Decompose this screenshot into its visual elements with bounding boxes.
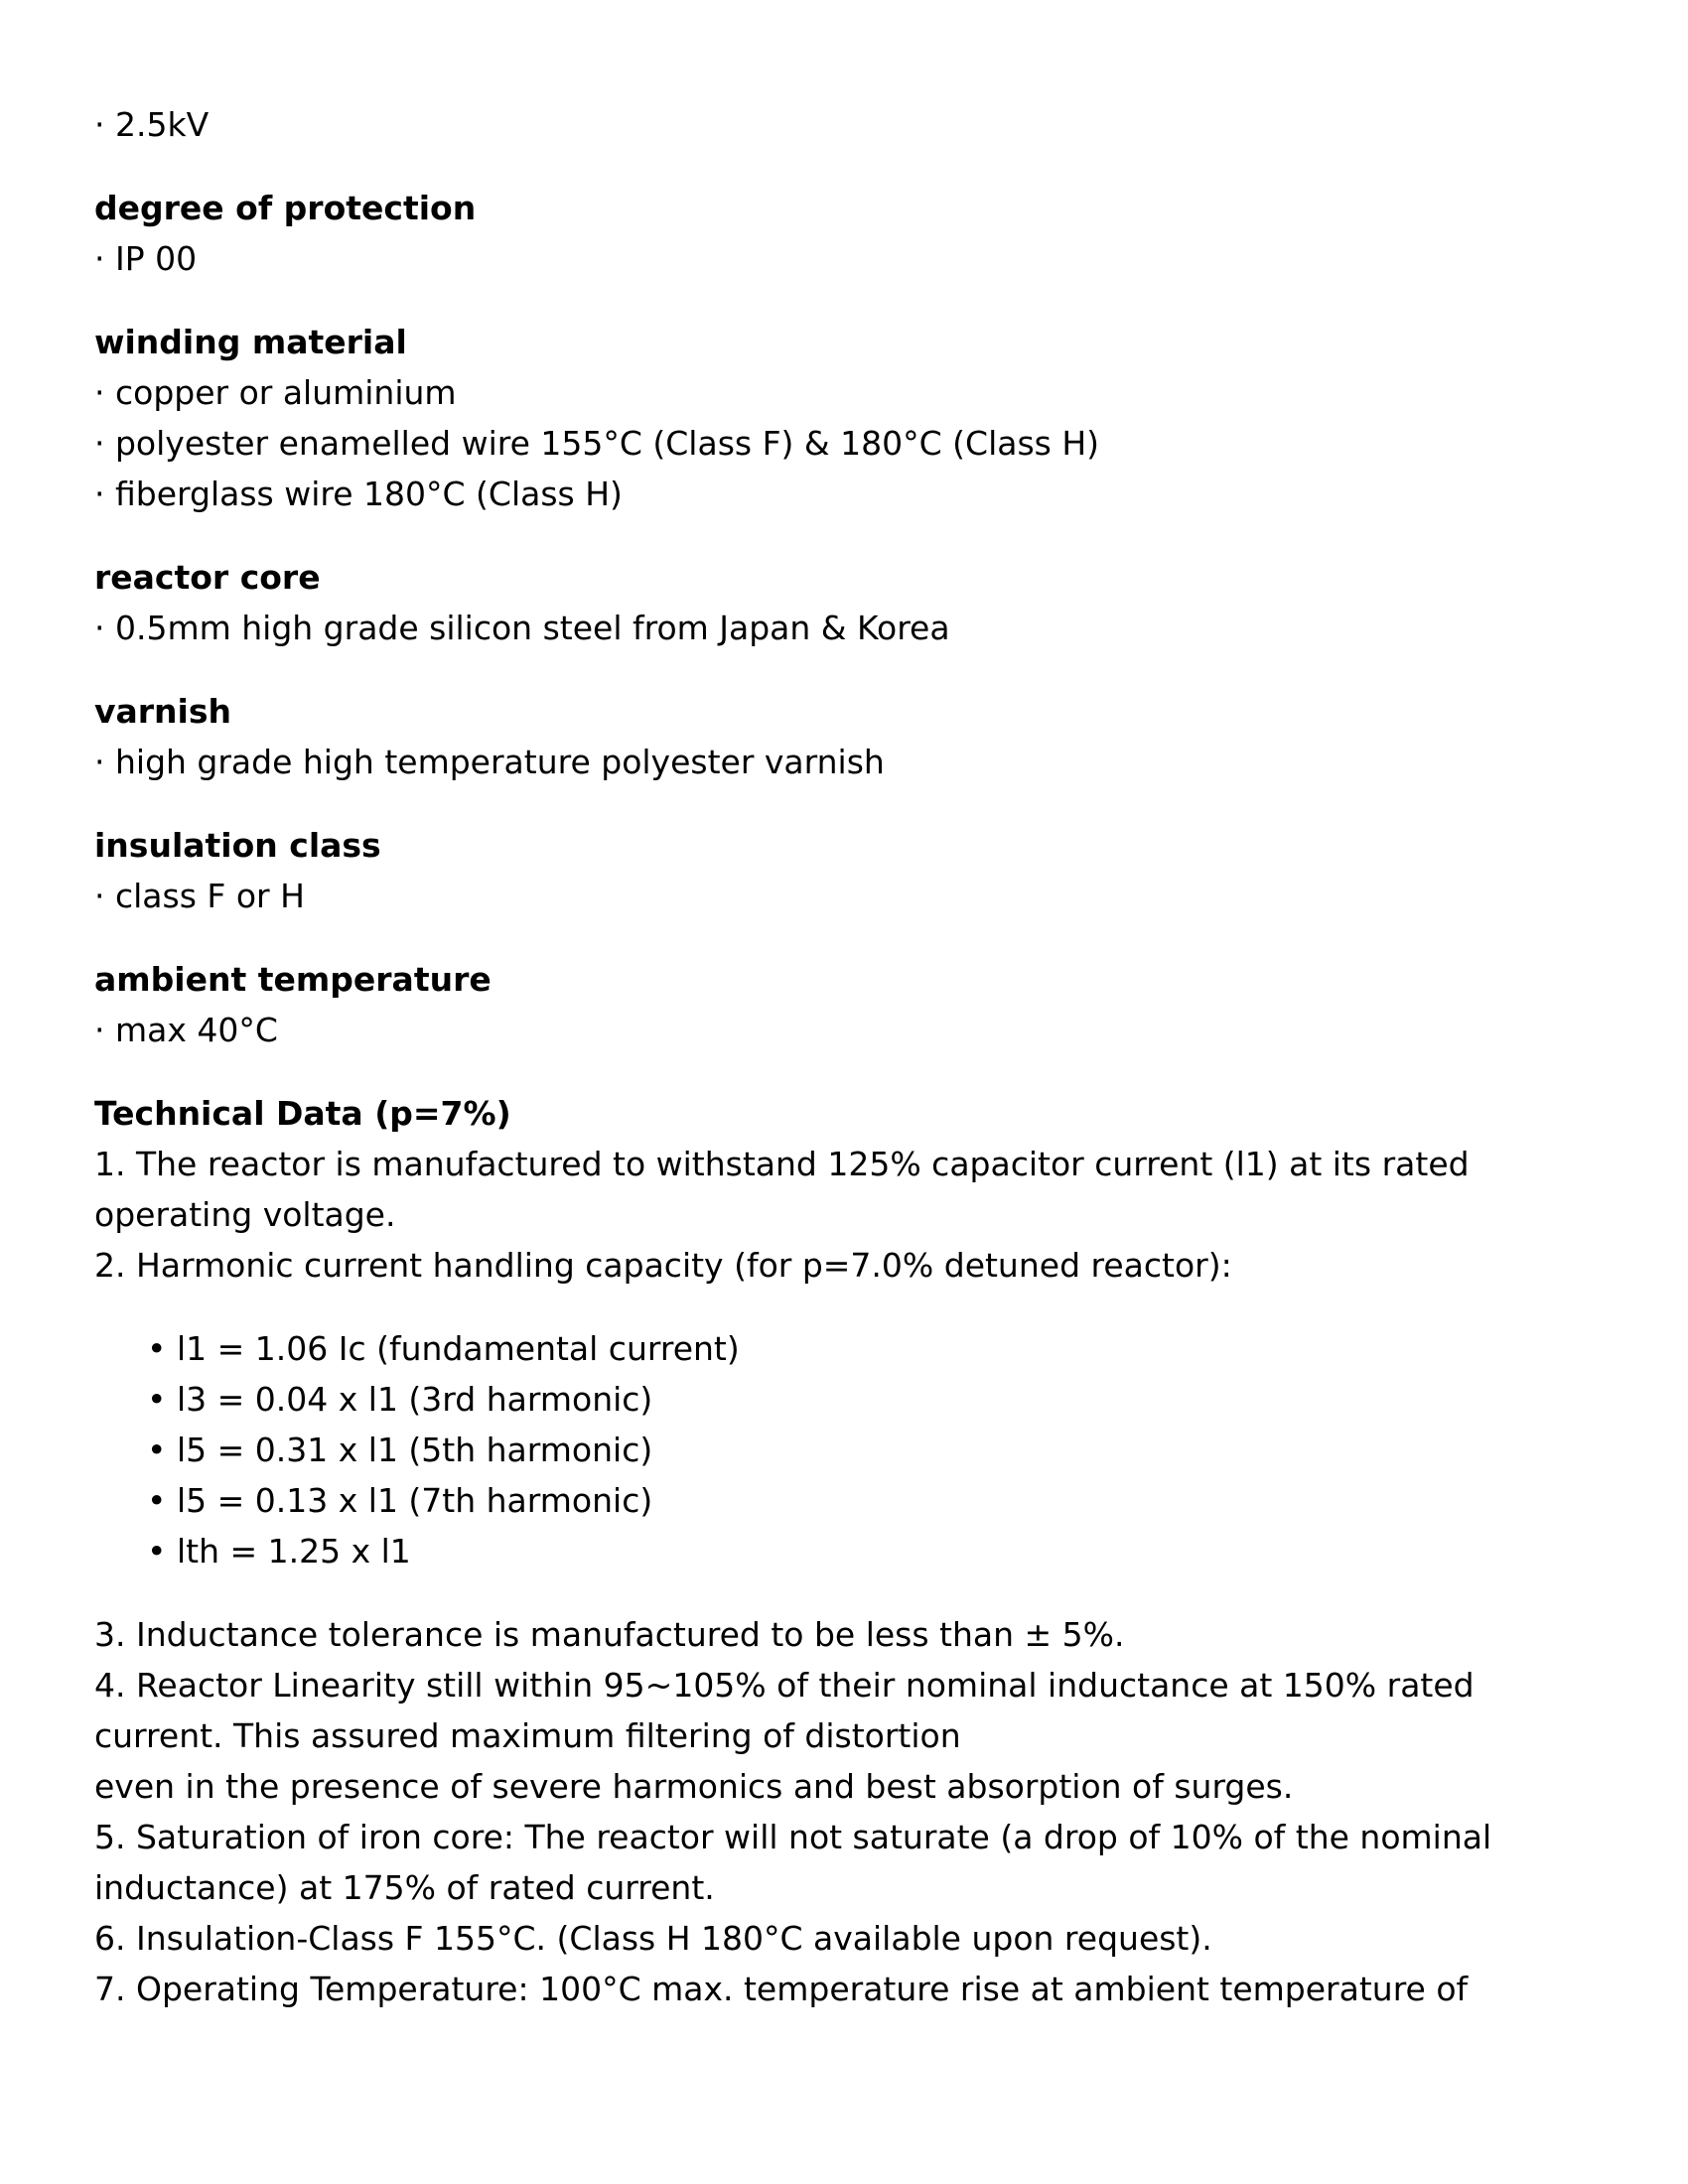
technical-paragraph-2: 2. Harmonic current handling capacity (for p=7.0% detuned reactor):	[94, 1246, 1232, 1285]
harmonic-item	[147, 1323, 1584, 1374]
harmonic-text: l1 = 1.06 Ic (fundamental current)	[177, 1329, 740, 1368]
technical-paragraph-7: 7. Operating Temperature: 100°C max. temperature rise at ambient temperature of	[94, 1970, 1469, 2008]
technical-paragraph-4-continued: even in the presence of severe harmonics and best absorption of surges.	[94, 1767, 1294, 1806]
protection-item: · IP 00	[94, 239, 198, 278]
insulation-item: · class F or H	[94, 877, 305, 915]
voltage-line: · 2.5kV	[94, 105, 210, 144]
core-heading: reactor core	[94, 558, 321, 597]
technical-data-heading: Technical Data (p=7%)	[94, 1094, 511, 1133]
harmonic-item	[147, 1425, 1584, 1475]
harmonic-text: l5 = 0.31 x l1 (5th harmonic)	[177, 1431, 653, 1469]
harmonic-item	[147, 1475, 1584, 1526]
harmonic-item	[147, 1374, 1584, 1425]
technical-paragraph-3: 3. Inductance tolerance is manufactured to be less than ± 5%.	[94, 1615, 1125, 1654]
core-item: · 0.5mm high grade silicon steel from Japan & Korea	[94, 609, 950, 647]
harmonic-text: l3 = 0.04 x l1 (3rd harmonic)	[177, 1380, 653, 1419]
bullet-icon: •	[147, 1481, 167, 1520]
winding-item: · fiberglass wire 180°C (Class H)	[94, 475, 623, 513]
document-page	[94, 99, 1584, 2014]
protection-heading: degree of protection	[94, 189, 477, 227]
ambient-heading: ambient temperature	[94, 960, 492, 999]
harmonic-text: lth = 1.25 x l1	[177, 1532, 411, 1570]
bullet-icon: •	[147, 1329, 167, 1368]
insulation-heading: insulation class	[94, 826, 381, 865]
bullet-icon: •	[147, 1431, 167, 1469]
technical-paragraph-5: 5. Saturation of iron core: The reactor will not saturate (a drop of 10% of the nominal inductance) at 175% of rated current.	[94, 1818, 1492, 1907]
technical-paragraph-4: 4. Reactor Linearity still within 95~105% of their nominal inductance at 150% rated current. This assured maximum filtering of distortion	[94, 1666, 1475, 1755]
harmonic-text: l5 = 0.13 x l1 (7th harmonic)	[177, 1481, 653, 1520]
varnish-heading: varnish	[94, 692, 231, 731]
harmonic-list	[94, 1323, 1584, 1576]
bullet-icon: •	[147, 1380, 167, 1419]
winding-item: · polyester enamelled wire 155°C (Class F) & 180°C (Class H)	[94, 424, 1100, 463]
winding-heading: winding material	[94, 323, 407, 361]
winding-item: · copper or aluminium	[94, 373, 457, 412]
varnish-item: · high grade high temperature polyester varnish	[94, 743, 885, 781]
technical-paragraph-1: 1. The reactor is manufactured to withstand 125% capacitor current (l1) at its rated operating voltage.	[94, 1145, 1470, 1234]
ambient-item: · max 40°C	[94, 1011, 278, 1049]
harmonic-item	[147, 1526, 1584, 1576]
technical-paragraph-6: 6. Insulation-Class F 155°C. (Class H 180°C available upon request).	[94, 1919, 1212, 1958]
bullet-icon: •	[147, 1532, 167, 1570]
